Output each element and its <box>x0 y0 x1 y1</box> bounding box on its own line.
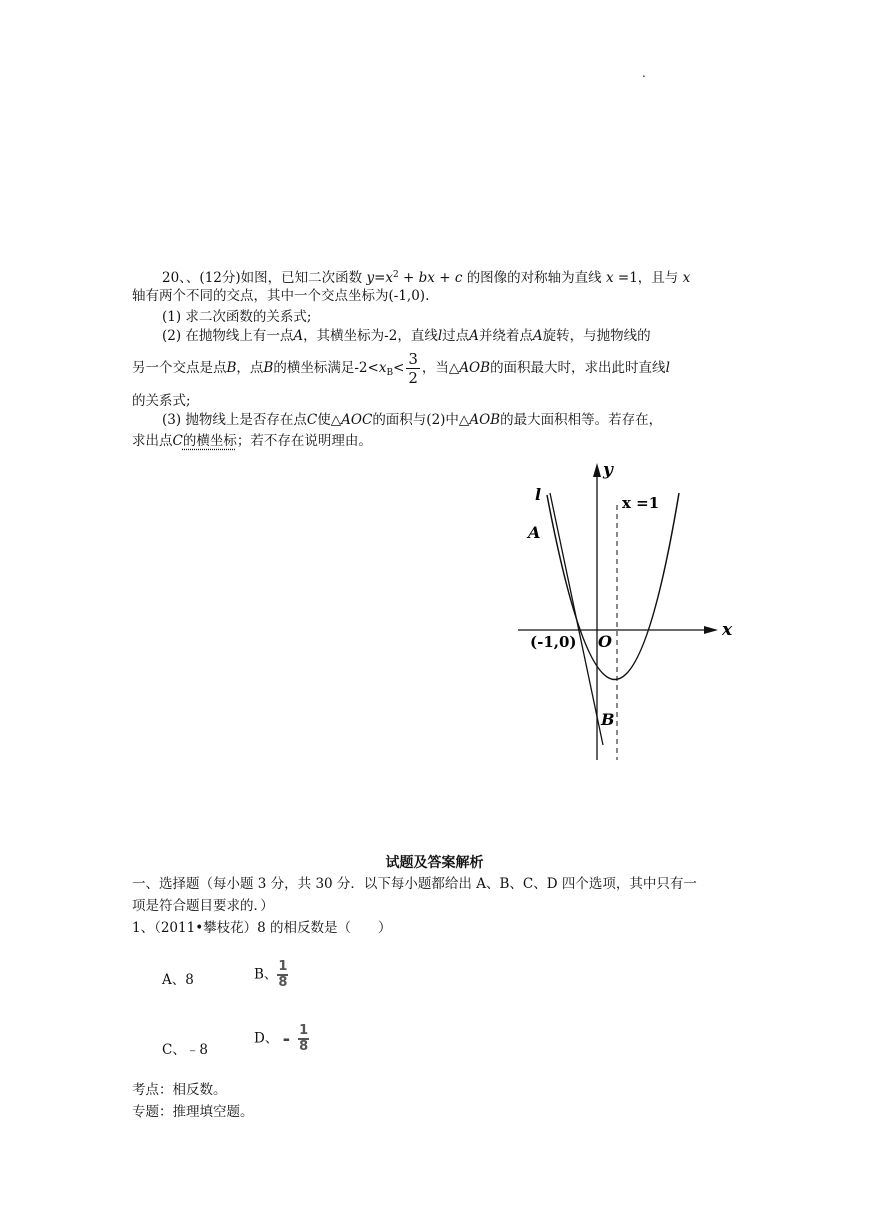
option-d <box>254 1024 309 1054</box>
option-label: B、 <box>254 966 278 983</box>
answers-title: 试题及答案解析 <box>385 855 484 871</box>
point-a-ref: A <box>469 328 479 344</box>
minus-sign: - <box>282 1028 291 1050</box>
text: ，点 <box>236 360 264 376</box>
text: (3) 抛物线上是否存在点 <box>162 412 307 428</box>
fraction-one-eighth <box>277 960 288 990</box>
section-heading-line-2: 项是符合题目要求的．） <box>132 898 274 914</box>
text: =1，且与 <box>617 270 679 286</box>
zhuanti-line: 专题：推理填空题。 <box>132 1104 254 1120</box>
text: ，其横坐标为-2，直线 <box>303 328 438 344</box>
fraction-numerator: 1 <box>299 1023 309 1038</box>
text: 旋转，与抛物线的 <box>542 328 651 344</box>
triangle-aoc-ref: AOC <box>341 412 373 428</box>
text: < <box>393 360 405 376</box>
point-c-ref: C <box>306 412 318 428</box>
option-a: A、8 <box>162 972 194 988</box>
text: 的最大面积相等。若存在， <box>500 412 663 428</box>
emphasis-text: 的横坐标 <box>182 433 237 449</box>
text: 的横坐标满足-2< <box>273 360 379 376</box>
var-x: x <box>605 270 614 286</box>
var-bx: bx <box>418 270 435 286</box>
question-2-line-3: 的关系式; <box>132 393 191 409</box>
triangle-aob-ref: AOB <box>459 360 491 376</box>
problem-line-1 <box>162 265 690 288</box>
text: 的图像的对称轴为直线 <box>466 270 602 286</box>
kaodian-line: 考点：相反数。 <box>132 1082 227 1098</box>
point-c-ref: C <box>172 433 183 449</box>
question-3-line-2 <box>132 431 372 451</box>
fraction-one-eighth <box>298 1024 309 1054</box>
point-neg1-label: (-1,0) <box>530 633 577 651</box>
question-2-line-1 <box>162 326 651 346</box>
x-axis-arrow-icon <box>704 626 718 634</box>
text: (2) 在抛物线上有一点 <box>162 328 294 344</box>
header-dot: . <box>642 66 646 80</box>
line-l-ref: l <box>437 328 443 344</box>
fraction-denominator: 2 <box>408 369 418 387</box>
option-b <box>254 960 288 990</box>
fraction-denominator: 8 <box>299 1039 309 1054</box>
x-axis-label: x <box>722 620 733 640</box>
point-a-ref: A <box>293 328 304 344</box>
text: 另一个交点是点 <box>132 360 227 376</box>
problem-line-2: 轴有两个不同的交点，其中一个交点坐标为(-1,0). <box>132 288 430 304</box>
text: 过点 <box>442 328 470 344</box>
fraction-denominator: 8 <box>278 975 288 990</box>
problem-number: 20、、(12分)如图，已知二次函数 <box>162 270 363 286</box>
point-b-ref: B <box>226 360 237 376</box>
y-axis-label: y <box>603 460 613 480</box>
section-heading-line-1: 一、选择题（每小题 3 分，共 30 分．以下每小题都给出 A、B、C、D 四个选项，其中只有一 <box>132 876 697 892</box>
origin-label: O <box>598 632 612 651</box>
plus: + <box>398 270 419 286</box>
point-b-label: B <box>601 710 615 729</box>
point-a-ref: A <box>532 328 543 344</box>
parabola-figure <box>500 455 760 775</box>
subscript: B <box>386 368 394 378</box>
text: 的面积与(2)中△ <box>372 412 470 428</box>
exponent: 2 <box>393 270 399 280</box>
question-3-line-1 <box>162 410 662 430</box>
text: 并绕着点 <box>478 328 533 344</box>
var-c: c <box>454 270 463 286</box>
question-2-line-2 <box>132 348 670 393</box>
option-c: C、﹣8 <box>162 1042 208 1058</box>
question-1-stem: 1、（2011•攀枝花）8 的相反数是（ ） <box>132 920 392 936</box>
parabola-curve <box>547 493 679 680</box>
var-xb: x <box>378 360 387 376</box>
point-a-label: A <box>528 523 541 542</box>
var-x: x <box>682 270 691 286</box>
fraction-numerator: 1 <box>278 959 288 974</box>
question-1: (1) 求二次函数的关系式; <box>162 309 312 325</box>
line-l-label: l <box>535 485 542 504</box>
text: 使△ <box>317 412 342 428</box>
triangle-aob-ref: AOB <box>469 412 501 428</box>
fraction-numerator: 3 <box>408 350 418 368</box>
option-label: D、 <box>254 1030 279 1047</box>
plus: + <box>434 270 455 286</box>
text: 的面积最大时，求出此时直线 <box>490 360 666 376</box>
text: ；若不存在说明理由。 <box>236 433 372 449</box>
text: 求出点 <box>132 433 173 449</box>
text: ，当△ <box>421 360 460 376</box>
fraction-three-halves <box>406 350 420 387</box>
y-axis-arrow-icon <box>593 463 601 477</box>
var-y: y <box>366 270 375 286</box>
var-x: =x <box>374 270 394 286</box>
line-l-ref: l <box>665 360 670 376</box>
symmetry-axis-label: x =1 <box>622 494 660 512</box>
point-b-ref: B <box>263 360 274 376</box>
line-l <box>550 493 603 745</box>
